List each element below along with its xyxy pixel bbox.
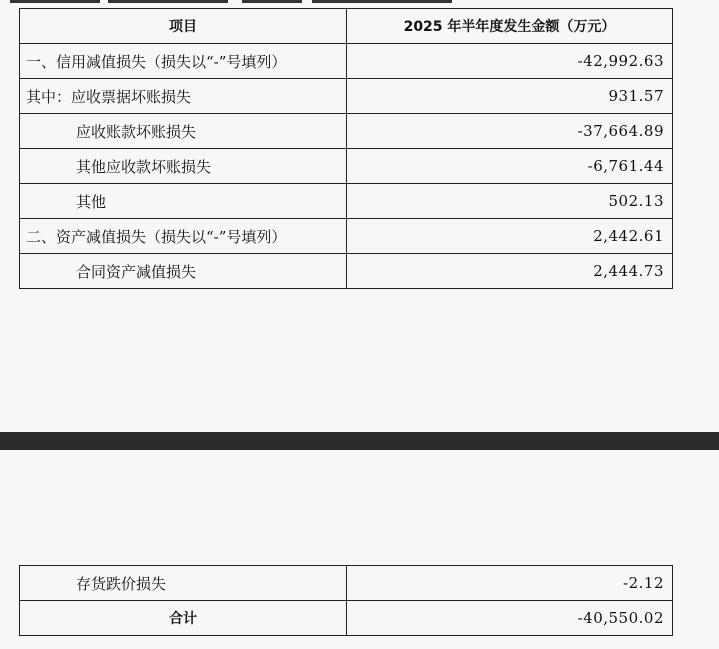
row-item: 应收账款坏账损失 <box>20 114 347 149</box>
row-item: 其他应收款坏账损失 <box>20 149 347 184</box>
row-amount: 502.13 <box>347 184 673 219</box>
row-item: 二、资产减值损失（损失以“-”号填列） <box>20 219 347 254</box>
table-row <box>20 219 673 254</box>
cropped-text-line <box>0 0 719 3</box>
table-row <box>20 79 673 114</box>
row-item: 合同资产减值损失 <box>20 254 347 289</box>
table-row <box>20 149 673 184</box>
row-amount: 2,444.73 <box>347 254 673 289</box>
table-total-row <box>20 601 673 636</box>
page-break-bar <box>0 432 719 450</box>
impairment-table <box>19 8 673 289</box>
impairment-table-continued <box>19 565 673 636</box>
row-amount: -42,992.63 <box>347 44 673 79</box>
row-amount: 2,442.61 <box>347 219 673 254</box>
table-row <box>20 254 673 289</box>
row-amount: -2.12 <box>347 566 673 601</box>
header-amount: 2025 年半年度发生金额（万元） <box>347 9 673 44</box>
table-row <box>20 44 673 79</box>
row-item: 存货跌价损失 <box>20 566 347 601</box>
row-item: 一、信用减值损失（损失以“-”号填列） <box>20 44 347 79</box>
row-item: 其他 <box>20 184 347 219</box>
table-row <box>20 566 673 601</box>
table-row <box>20 114 673 149</box>
row-item: 其中：应收票据坏账损失 <box>20 79 347 114</box>
header-item: 项目 <box>20 9 347 44</box>
row-amount: -37,664.89 <box>347 114 673 149</box>
table-header-row <box>20 9 673 44</box>
row-amount: -6,761.44 <box>347 149 673 184</box>
total-amount: -40,550.02 <box>347 601 673 636</box>
total-label: 合计 <box>20 601 347 636</box>
row-amount: 931.57 <box>347 79 673 114</box>
table-row <box>20 184 673 219</box>
document-page-bottom <box>0 450 719 649</box>
